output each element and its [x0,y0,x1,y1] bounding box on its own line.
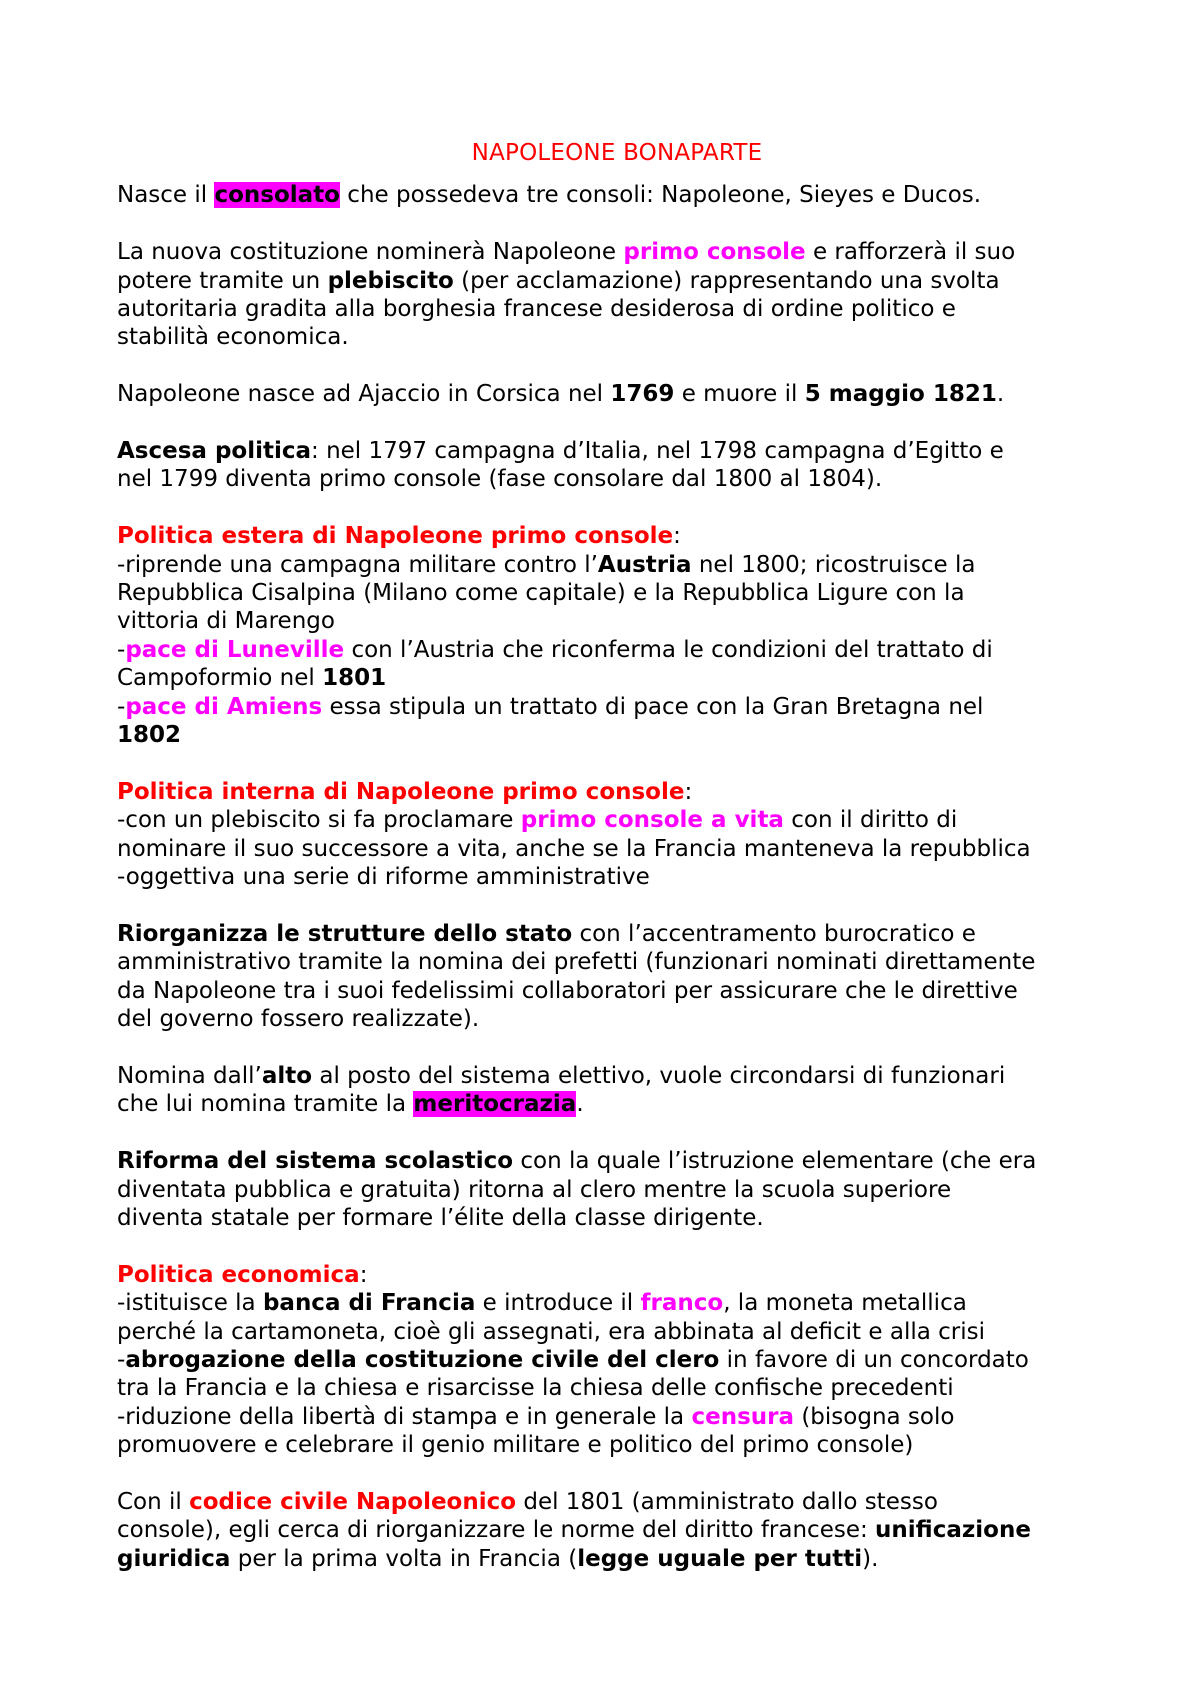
text-run: - [117,636,126,663]
bold-text: Ascesa politica [117,438,312,465]
bold-text: unificazione [875,1517,1031,1544]
text-run: : nel 1797 campagna d’Italia, nel 1798 campagna d’Egitto e [311,438,1004,465]
text-line [117,977,1117,1005]
bold-text: Riorganizza le strutture dello stato [117,920,573,947]
text-line [117,721,1117,749]
bold-text: 1802 [117,722,182,749]
text-run: : [684,778,693,805]
text-run: al posto del sistema elettivo, vuole circondarsi di funzionari [312,1062,1006,1089]
text-run: potere tramite un [117,267,328,294]
text-run: La nuova costituzione nominerà Napoleone [117,239,624,266]
bold-text: 1769 [610,381,675,408]
paragraph [117,1062,1117,1119]
bold-text: plebiscito [327,267,454,294]
text-run: -istituisce la [117,1290,263,1317]
bold-text: 5 maggio 1821 [804,381,997,408]
text-run: -con un plebiscito si fa proclamare [117,807,521,834]
text-line [117,1403,1117,1431]
text-run: nel 1799 diventa primo console (fase consolare dal 1800 al 1804). [117,466,883,493]
key-term: primo console [623,239,806,266]
paragraph [117,522,1117,749]
paragraph [117,380,1117,408]
text-run: del 1801 (amministrato dallo stesso [516,1488,938,1515]
text-line [117,1318,1117,1346]
text-line [117,1204,1117,1232]
key-term: pace di Luneville [125,636,345,663]
text-run: che lui nomina tramite la [117,1091,414,1118]
text-line [117,522,1117,550]
text-line [117,465,1117,493]
text-run: con l’Austria che riconferma le condizioni del trattato di [344,636,993,663]
text-run: da Napoleone tra i suoi fedelissimi collaboratori per assicurare che le direttive [117,977,1018,1004]
text-line [117,323,1117,351]
text-run: Con il [117,1488,190,1515]
text-run: che possedeva tre consoli: Napoleone, Sieyes e Ducos. [340,182,982,209]
key-term: primo console a vita [520,807,784,834]
text-run: vittoria di Marengo [117,608,335,635]
text-run: amministrativo tramite la nomina dei prefetti (funzionari nominati direttamente [117,949,1036,976]
text-run: con l’accentramento burocratico e [572,920,976,947]
text-run: . [996,381,1005,408]
text-line [117,835,1117,863]
text-run: -riprende una campagna militare contro l’ [117,551,598,578]
text-line [117,1090,1117,1118]
text-line [117,1346,1117,1374]
text-run: in favore di un concordato [719,1346,1029,1373]
paragraph [117,238,1117,352]
text-line [117,636,1117,664]
text-run: : [359,1261,368,1288]
text-line [117,267,1117,295]
key-term: censura [691,1403,795,1430]
text-run: console), egli cerca di riorganizzare le norme del diritto francese: [117,1517,876,1544]
section-heading: Politica economica [117,1261,360,1288]
text-run: promuovere e celebrare il genio militare e politico del primo console) [117,1432,914,1459]
highlighted-term: consolato [214,182,340,209]
bold-text: 1801 [322,665,387,692]
paragraph [117,1261,1117,1460]
paragraph [117,437,1117,494]
text-line [117,551,1117,579]
text-line [117,1516,1117,1544]
text-line [117,863,1117,891]
text-run: -oggettiva una serie di riforme amministrative [117,864,650,891]
text-run: e muore il [674,381,805,408]
section-heading: Politica interna di Napoleone primo console [117,778,685,805]
text-line [117,1261,1117,1289]
bold-text: Riforma del sistema scolastico [117,1148,514,1175]
paragraph [117,920,1117,1034]
bold-text: abrogazione della costituzione civile del clero [125,1346,720,1373]
text-run: Campoformio nel [117,665,323,692]
text-run: perché la cartamoneta, cioè gli assegnati, era abbinata al deficit e alla crisi [117,1318,985,1345]
text-line [117,1374,1117,1402]
bold-text: banca di Francia [262,1290,476,1317]
text-run: Repubblica Cisalpina (Milano come capitale) e la Repubblica Ligure con la [117,580,965,607]
text-line [117,1147,1117,1175]
text-line [117,1005,1117,1033]
text-run: diventa statale per formare l’élite della classe dirigente. [117,1204,764,1231]
text-line [117,238,1117,266]
text-run: nominare il suo successore a vita, anche se la Francia manteneva la repubblica [117,835,1031,862]
text-run: Napoleone nasce ad Ajaccio in Corsica nel [117,381,611,408]
paragraph [117,778,1117,892]
text-line [117,693,1117,721]
page-title: NAPOLEONE BONAPARTE [471,140,763,166]
text-line [117,664,1117,692]
paragraph [117,181,1117,209]
text-line [117,437,1117,465]
document-body [117,181,1117,1573]
text-run: per la prima volta in Francia ( [230,1545,578,1572]
section-heading: codice civile Napoleonico [189,1488,517,1515]
key-term: pace di Amiens [125,693,323,720]
text-line [117,181,1117,209]
text-run: del governo fossero realizzate). [117,1006,480,1033]
text-line [117,1431,1117,1459]
text-line [117,607,1117,635]
text-run: (bisogna solo [794,1403,955,1430]
text-run: - [117,693,126,720]
text-run: con il diritto di [783,807,958,834]
document-page [117,139,1117,1602]
text-run: : [673,523,681,550]
text-run: Nomina dall’ [117,1062,262,1089]
text-line [117,920,1117,948]
text-line [117,1062,1117,1090]
text-run: nel 1800; ricostruisce la [691,551,976,578]
text-run: essa stipula un trattato di pace con la Gran Bretagna nel [322,693,984,720]
bold-text: giuridica [117,1545,231,1572]
text-run: , la moneta metallica [723,1290,967,1317]
section-heading: Politica estera di Napoleone primo console [117,523,674,550]
text-run: tra la Francia e la chiesa e risarcisse la chiesa delle confische precedenti [117,1375,954,1402]
text-line [117,948,1117,976]
text-line [117,1488,1117,1516]
bold-text: Austria [597,551,692,578]
text-run: e rafforzerà il suo [805,239,1016,266]
text-line [117,1289,1117,1317]
highlighted-term: meritocrazia [413,1091,577,1118]
text-run: . [576,1091,584,1118]
text-line [117,1176,1117,1204]
text-line [117,295,1117,323]
bold-text: legge uguale per tutti [577,1545,863,1572]
text-run: (per acclamazione) rappresentando una svolta [453,267,1000,294]
text-line [117,806,1117,834]
text-line [117,380,1117,408]
paragraph [117,1147,1117,1232]
paragraph [117,1488,1117,1573]
text-run: ). [862,1545,879,1572]
key-term: franco [640,1290,724,1317]
text-run: autoritaria gradita alla borghesia francese desiderosa di ordine politico e [117,296,956,323]
text-run: -riduzione della libertà di stampa e in generale la [117,1403,692,1430]
text-line [117,579,1117,607]
text-line [117,778,1117,806]
text-run: Nasce il [117,182,215,209]
text-run: diventata pubblica e gratuita) ritorna al clero mentre la scuola superiore [117,1176,952,1203]
text-run: stabilità economica. [117,324,349,351]
bold-text: alto [261,1062,313,1089]
text-line [117,1545,1117,1573]
text-run: con la quale l’istruzione elementare (che era [513,1148,1037,1175]
text-run: - [117,1346,126,1373]
text-run: e introduce il [475,1290,641,1317]
